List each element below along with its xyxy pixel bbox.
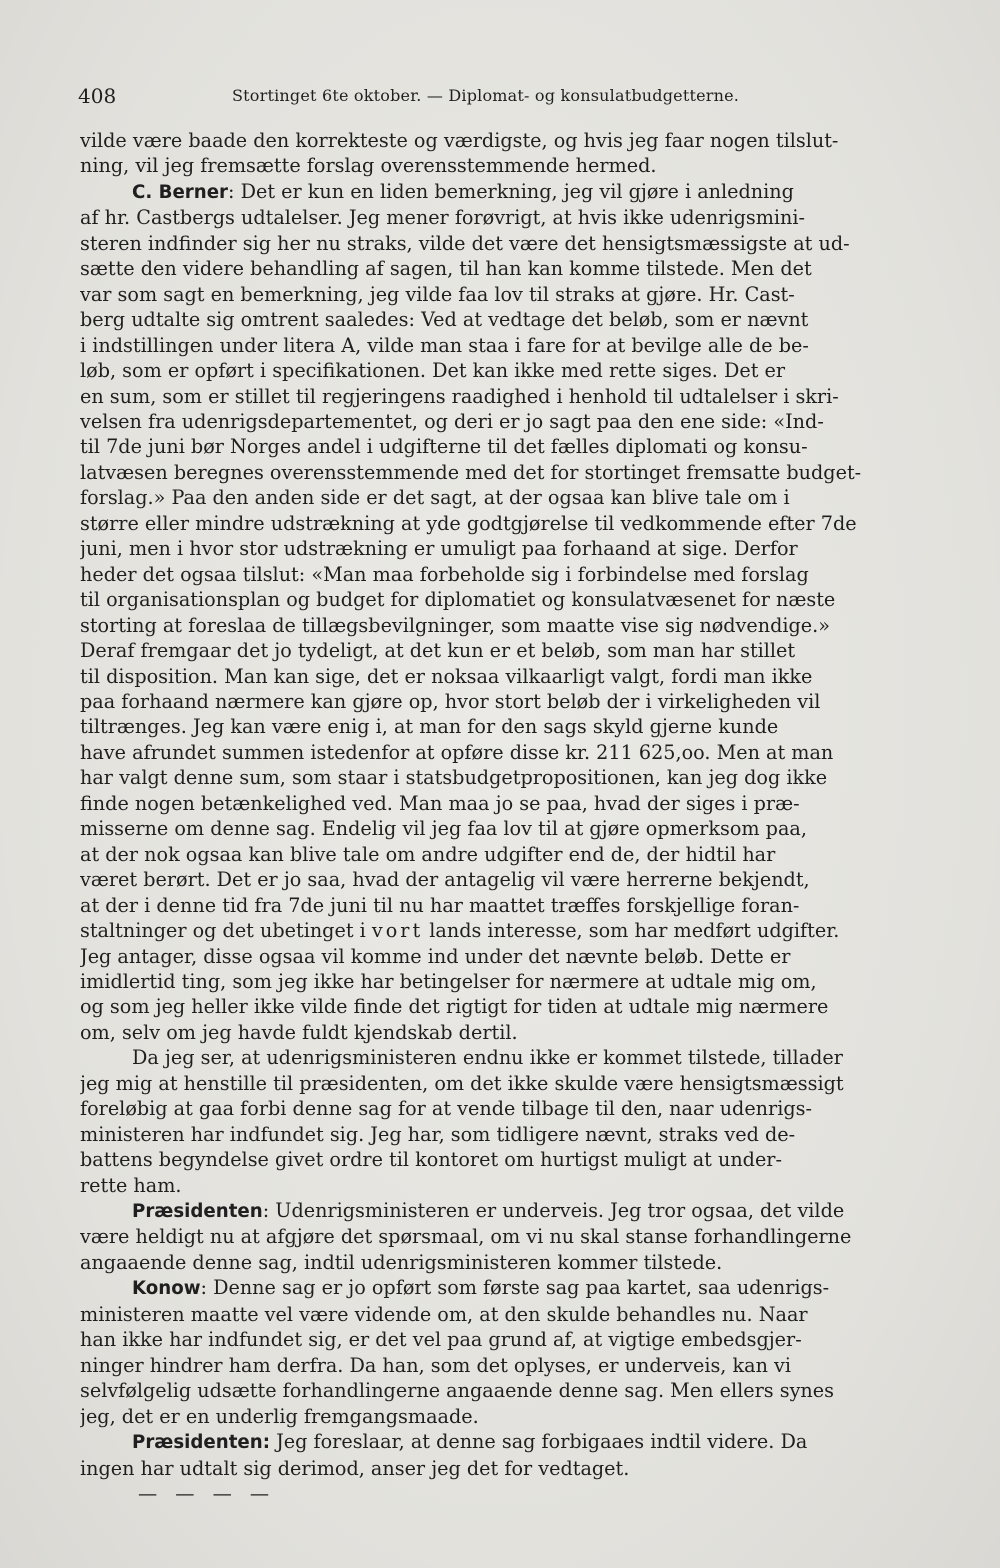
speaker-name: C. Berner — [132, 181, 229, 203]
text-line: Jeg antager, disse ogsaa vil komme ind under det nævnte beløb. Dette er — [80, 944, 791, 968]
text-line: større eller mindre udstrækning at yde godtgjørelse til vedkommende efter 7de — [80, 511, 857, 535]
speech-start — [80, 1275, 950, 1301]
text-line: af hr. Castbergs udtalelser. Jeg mener forøvrigt, at hvis ikke udenrigsmini- — [80, 206, 806, 230]
text-line: latvæsen beregnes overensstemmende med det for stortinget fremsatte budget- — [80, 460, 862, 484]
text-line: tiltrænges. Jeg kan være enig i, at man for den sags skyld gjerne kunde — [80, 715, 779, 739]
speech-start — [80, 1198, 950, 1224]
text-span: : Det er kun en liden bemerkning, jeg vil gjøre i anledning — [228, 179, 794, 203]
text-line: have afrundet summen istedenfor at opføre disse kr. 211 625,oo. Men at man — [80, 740, 834, 764]
body-text — [80, 128, 950, 1506]
text-span: : Denne sag er jo opført som første sag paa kartet, saa udenrigs- — [200, 1276, 830, 1300]
text-line: foreløbig at gaa forbi denne sag for at vende tilbage til den, naar udenrigs- — [80, 1097, 812, 1121]
text-line — [80, 918, 950, 943]
text-line: battens begyndelse givet ordre til kontoret om hurtigst muligt at under- — [80, 1148, 782, 1172]
text-line: har valgt denne sum, som staar i statsbudgetpropositionen, kan jeg dog ikke — [80, 766, 828, 790]
text-line: misserne om denne sag. Endelig vil jeg faa lov til at gjøre opmerksom paa, — [80, 817, 807, 841]
text-line: om, selv om jeg havde fuldt kjendskab dertil. — [80, 1020, 518, 1044]
text-line: heder det ogsaa tilslut: «Man maa forbeholde sig i forbindelse med forslag — [80, 562, 809, 586]
running-title: Stortinget 6te oktober. — Diplomat- og konsulatbudgetterne. — [232, 86, 740, 105]
text-line: ministeren har indfundet sig. Jeg har, som tidligere nævnt, straks ved de- — [80, 1122, 796, 1146]
text-line: ning, vil jeg fremsætte forslag overensstemmende hermed. — [80, 154, 657, 178]
text-line: i indstillingen under litera A, vilde man staa i fare for at bevilge alle de be- — [80, 333, 809, 357]
text-line: storting at foreslaa de tillægsbevilgninger, som maatte vise sig nødvendige.» — [80, 613, 830, 637]
emphasized-word: vort — [371, 919, 424, 943]
speech-start — [80, 179, 950, 205]
text-line: at der nok ogsaa kan blive tale om andre udgifter end de, der hidtil har — [80, 842, 776, 866]
text-line: til organisationsplan og budget for diplomatiet og konsulatvæsenet for næste — [80, 588, 836, 612]
text-line: at der i denne tid fra 7de juni til nu har maattet træffes forskjellige foran- — [80, 893, 800, 917]
text-line: rette ham. — [80, 1173, 182, 1197]
text-line: finde nogen betænkelighed ved. Man maa jo se paa, hvad der siges i præ- — [80, 791, 800, 815]
text-line: velsen fra udenrigsdepartementet, og deri er jo sagt paa den ene side: «Ind- — [80, 409, 824, 433]
text-line: være heldigt nu at afgjøre det spørsmaal, om vi nu skal stanse forhandlingerne — [80, 1225, 852, 1249]
text-line: han ikke har indfundet sig, er det vel paa grund af, at vigtige embedsgjer- — [80, 1328, 802, 1352]
text-span: Jeg foreslaar, at denne sag forbigaaes indtil videre. Da — [269, 1430, 808, 1454]
speech-start — [80, 1429, 950, 1455]
text-line: jeg mig at henstille til præsidenten, om det ikke skulde være hensigtsmæssigt — [80, 1071, 844, 1095]
text-line: sætte den videre behandling af sagen, til han kan komme tilstede. Men det — [80, 257, 812, 281]
text-line: steren indfinder sig her nu straks, vilde det være det hensigtsmæssigste at ud- — [80, 231, 850, 255]
text-line: selvfølgelig udsætte forhandlingerne angaaende denne sag. Men ellers synes — [80, 1379, 834, 1403]
section-rule: — — — — — [138, 1482, 276, 1506]
text-line: ingen har udtalt sig derimod, anser jeg det for vedtaget. — [80, 1456, 630, 1480]
speaker-name: Konow — [132, 1278, 201, 1300]
speaker-name: Præsidenten — [132, 1201, 263, 1223]
text-span: staltninger og det ubetinget i — [80, 919, 372, 943]
text-line: løb, som er opført i specifikationen. Det kan ikke med rette siges. Det er — [80, 359, 786, 383]
text-line: ninger hindrer ham derfra. Da han, som det oplyses, er underveis, kan vi — [80, 1353, 792, 1377]
text-span: lands interesse, som har medført udgifter. — [423, 919, 840, 943]
text-line: Deraf fremgaar det jo tydeligt, at det kun er et beløb, som man har stillet — [80, 639, 796, 663]
text-line: til 7de juni bør Norges andel i udgifterne til det fælles diplomati og konsu- — [80, 435, 808, 459]
text-line: forslag.» Paa den anden side er det sagt, at der ogsaa kan blive tale om i — [80, 486, 790, 510]
text-line: var som sagt en bemerkning, jeg vilde faa lov til straks at gjøre. Hr. Cast- — [80, 282, 795, 306]
text-line: vilde være baade den korrekteste og værdigste, og hvis jeg faar nogen tilslut- — [80, 129, 839, 152]
speaker-name: Præsidenten: — [132, 1432, 270, 1454]
text-line: til disposition. Man kan sige, det er noksaa vilkaarligt valgt, fordi man ikke — [80, 664, 813, 688]
text-line: ministeren maatte vel være vidende om, at den skulde behandles nu. Naar — [80, 1302, 808, 1326]
text-line: og som jeg heller ikke vilde finde det rigtigt for tiden at udtale mig nærmere — [80, 995, 829, 1019]
text-line: angaaende denne sag, indtil udenrigsministeren kommer tilstede. — [80, 1250, 723, 1274]
text-line: paa forhaand nærmere kan gjøre op, hvor stort beløb der i virkeligheden vil — [80, 689, 821, 713]
text-line: berg udtalte sig omtrent saaledes: Ved at vedtage det beløb, som er nævnt — [80, 308, 809, 332]
text-span: : Udenrigsministeren er underveis. Jeg tror ogsaa, det vilde — [262, 1199, 845, 1223]
running-head — [78, 84, 940, 114]
text-line: været berørt. Det er jo saa, hvad der antagelig vil være herrerne bekjendt, — [80, 868, 810, 892]
text-line: en sum, som er stillet til regjeringens raadighed i henhold til udtalelser i skri- — [80, 384, 839, 408]
text-line: juni, men i hvor stor udstrækning er umuligt paa forhaand at sige. Derfor — [80, 537, 798, 561]
text-line: imidlertid ting, som jeg ikke har betingelser for nærmere at udtale mig om, — [80, 969, 817, 993]
text-line: jeg, det er en underlig fremgangsmaade. — [80, 1404, 479, 1428]
paragraph-start: Da jeg ser, at udenrigsministeren endnu ikke er kommet tilstede, tillader — [132, 1046, 843, 1070]
page-number: 408 — [78, 84, 117, 108]
